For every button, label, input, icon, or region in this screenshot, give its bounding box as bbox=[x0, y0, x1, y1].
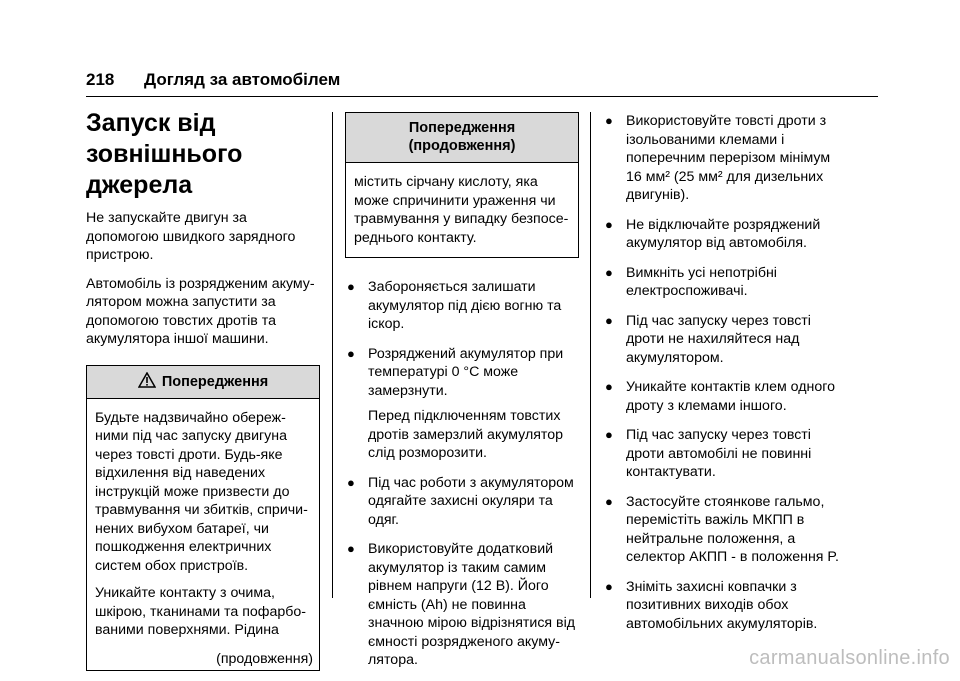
warning-continued-text: містить сірчану кислоту, яка може спричинити ураження чи травмування у випадку безпосереднього контакту. bbox=[354, 174, 569, 246]
warning-paragraph-1: Будьте надзвичайно обережними під час запуску двигуна через товсті дроти. Будь-яке відхилення від наведених інструкцій може призвести до травмування чи збитків, спричинених вибухом батареї, чи пошкодження електричних систем обох пристроїв. bbox=[95, 409, 308, 574]
warning-body bbox=[87, 399, 319, 648]
list-item-note: Перед підключенням товстих дротів замерзлий акумулятор слід розморозити. bbox=[368, 408, 564, 461]
bullet-icon: ● bbox=[347, 345, 355, 361]
bullet-icon: ● bbox=[347, 541, 355, 556]
bullet-icon: ● bbox=[605, 216, 613, 232]
warning-continued-heading-line-2: (продовження) bbox=[408, 138, 516, 154]
warning-paragraph-2: Уникайте контакту з очима, шкірою, тканинами та пофарбованими поверхнями. Рідина bbox=[95, 585, 307, 638]
list-item: ● Вимкніть усі непотрібні електроспоживачі. bbox=[605, 264, 777, 299]
continued-label: (продовження) bbox=[216, 650, 313, 667]
article-title bbox=[86, 108, 320, 201]
list-item: ● Застосуйте стоянкове гальмо, перемістіть важіль МКПП в нейтральне положення, а селектор АКПП - в положення P. bbox=[605, 493, 839, 565]
column-2 bbox=[345, 112, 579, 681]
column-1 bbox=[86, 108, 320, 671]
bullet-icon: ● bbox=[605, 113, 613, 128]
title-line-1: Запуск від bbox=[86, 109, 216, 137]
column-divider-2 bbox=[590, 112, 591, 598]
precautions-list-1 bbox=[345, 278, 579, 670]
column-3 bbox=[603, 112, 843, 644]
precautions-list-2 bbox=[603, 112, 843, 633]
bullet-icon: ● bbox=[605, 264, 613, 280]
list-item: ● Під час запуску через товсті дроти не нахиляйтеся над акумулятором. bbox=[605, 312, 811, 366]
bullet-icon: ● bbox=[605, 427, 613, 442]
header-divider bbox=[86, 96, 878, 97]
title-line-3: джерела bbox=[86, 171, 193, 199]
warning-triangle-icon bbox=[138, 372, 156, 388]
list-item: ● Не відключайте розряджений акумулятор від автомобіля. bbox=[605, 216, 821, 251]
list-item: ● Зніміть захисні ковпачки з позитивних виходів обох автомобільних акумуляторів. bbox=[605, 578, 818, 632]
warning-heading bbox=[87, 366, 319, 399]
warning-continued-heading bbox=[346, 113, 578, 163]
list-item: ● Забороняється залишати акумулятор під дією вогню та іскор. bbox=[347, 279, 562, 332]
warning-box bbox=[86, 365, 320, 672]
list-item: ● Використовуйте додатковий акумулятор із таким самим рівнем напруги (12 В). Його ємність (Ah) не повинна значною мірою відрізнятися від ємності розрядженого акумулятора. bbox=[347, 541, 576, 668]
section-title: Догляд за автомобілем bbox=[144, 70, 341, 89]
list-item: ● Використовуйте товсті дроти з ізольованими клемами і поперечним перерізом мінімум 16 мм² (25 мм² для дизельних двигунів). bbox=[605, 113, 831, 203]
list-item: ● Під час запуску через товсті дроти автомобілі не повинні контактувати. bbox=[605, 427, 812, 480]
warning-box-continued bbox=[345, 112, 579, 258]
bullet-icon: ● bbox=[347, 279, 355, 294]
column-divider-1 bbox=[332, 112, 333, 598]
watermark-link[interactable]: carmanualsonline.info bbox=[749, 647, 950, 669]
bullet-icon: ● bbox=[605, 379, 613, 394]
page-number: 218 bbox=[86, 70, 115, 89]
warning-heading-text: Попередження bbox=[161, 373, 269, 390]
warning-continued-heading-line-1: Попередження bbox=[408, 120, 516, 136]
title-line-2: зовнішнього bbox=[86, 140, 243, 168]
list-item: ● Під час роботи з акумулятором одягайте захисні окуляри та одяг. bbox=[347, 474, 574, 528]
list-item: ● Уникайте контактів клем одного дроту з клемами іншого. bbox=[605, 379, 836, 414]
warning-continued-body bbox=[346, 163, 578, 257]
bullet-icon: ● bbox=[605, 312, 613, 328]
bullet-icon: ● bbox=[347, 474, 355, 490]
bullet-icon: ● bbox=[605, 493, 613, 509]
bullet-icon: ● bbox=[605, 578, 613, 594]
list-item: ● Розряджений акумулятор при температурі 0 °C може замерзнути. Перед підключенням товстих дротів замерзлий акумулятор слід розморозити. bbox=[345, 345, 579, 463]
intro-paragraph: Не запускайте двигун за допомогою швидкого зарядного пристрою. bbox=[86, 210, 296, 263]
instruction-paragraph: Автомобіль із розрядженим акумулятором можна запустити за допомогою товстих дротів та акумулятора іншої машини. bbox=[86, 275, 315, 347]
